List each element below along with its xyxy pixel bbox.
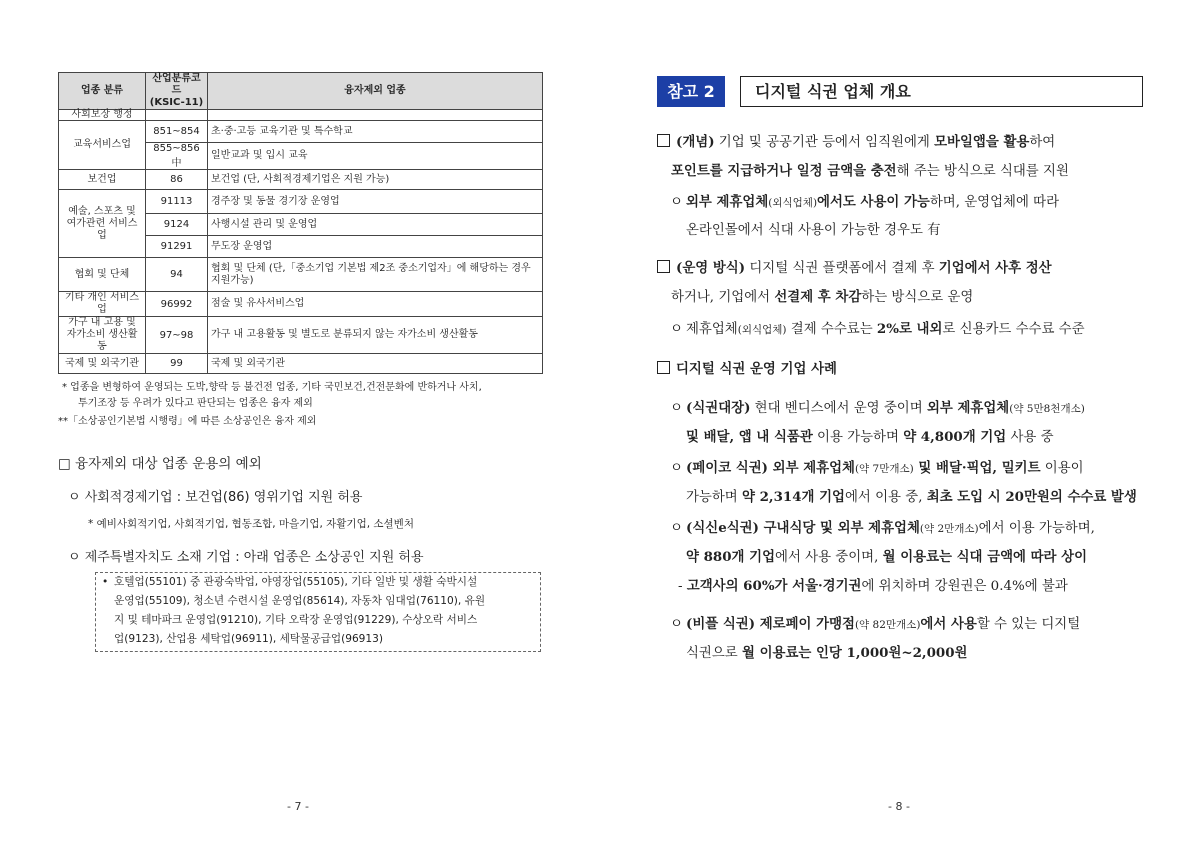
exception-item-social: ㅇ 사회적경제기업 : 보건업(86) 영위기업 지원 허용 — [68, 490, 363, 505]
note-line-2: 투기조장 등 우려가 있다고 판단되는 업종은 융자 제외 — [78, 398, 313, 409]
page-title: 디지털 식권 업체 개요 — [740, 76, 1143, 107]
excluded-industry-table — [58, 72, 543, 374]
header-category: 업종 분류 — [59, 73, 146, 110]
cell-code: 9124 — [146, 214, 208, 236]
cell-code — [146, 110, 208, 121]
operation-sub-paragraph: ㅇ 제휴업체(외식업체) 결제 수수료는 2%로 내외로 신용카드 수수료 수준 — [670, 315, 1147, 344]
box-line: 운영업(55109), 청소년 수련시설 운영업(85614), 자동차 임대업(76110), 유원 — [114, 595, 486, 607]
jeju-industry-box — [95, 572, 541, 652]
case-sikshin-sub: - 고객사의 60%가 서울·경기권에 위치하며 강원권은 0.4%에 불과 — [678, 578, 1068, 594]
cell-desc: 경주장 및 동물 경기장 운영업 — [208, 190, 543, 214]
case-bizplay: ㅇ (비플 식권) 제로페이 가맹점(약 82만개소)에서 사용할 수 있는 디지털 식권으로 월 이용료는 인당 1,000원~2,000원 — [670, 610, 1147, 668]
cases-section-title: 디지털 식권 운영 기업 사례 — [657, 355, 1147, 384]
table-header-row — [59, 73, 543, 110]
cell-desc: 초·중·고등 교육기관 및 특수학교 — [208, 121, 543, 143]
cell-category: 교육서비스업 — [59, 121, 146, 170]
cell-code: 851~854 — [146, 121, 208, 143]
cell-category: 보건업 — [59, 170, 146, 190]
circle-bullet-icon: ㅇ — [670, 401, 683, 416]
right-page — [600, 0, 1200, 848]
table-row — [59, 258, 543, 292]
page-number: - 7 - — [287, 800, 309, 813]
page-number: - 8 - — [888, 800, 910, 813]
cell-code: 855~856 中 — [146, 143, 208, 170]
exception-item-jeju: ㅇ 제주특별자치도 소재 기업 : 아래 업종은 소상공인 지원 허용 — [68, 550, 424, 565]
box-line: 호텔업(55101) 중 관광숙박업, 야영장업(55105), 기타 일반 및 생활 숙박시설 — [114, 576, 478, 588]
cell-category: 예술, 스포츠 및 여가관련 서비스업 — [59, 190, 146, 258]
header-desc: 융자제외 업종 — [208, 73, 543, 110]
case-payco: ㅇ (페이코 식권) 외부 제휴업체(약 7만개소) 및 배달·픽업, 밀키트 이용이 가능하며 약 2,314개 기업에서 이용 중, 최초 도입 시 20만원의 수수료 발생 — [670, 454, 1147, 512]
header-code: 산업분류코드 (KSIC-11) — [146, 73, 208, 110]
reference-tag: 참고 2 — [657, 76, 725, 107]
cell-desc: 사행시설 관리 및 운영업 — [208, 214, 543, 236]
checkbox-square-icon — [657, 134, 670, 147]
table-row — [59, 170, 543, 190]
cell-category: 협회 및 단체 — [59, 258, 146, 292]
table-row — [59, 110, 543, 121]
circle-bullet-icon: ㅇ — [670, 461, 683, 476]
cell-desc — [208, 110, 543, 121]
table-row — [59, 190, 543, 214]
box-line: 업(9123), 산업용 세탁업(96911), 세탁물공급업(96913) — [114, 633, 384, 645]
cell-desc: 일반교과 및 입시 교육 — [208, 143, 543, 170]
note-line-1: * 업종을 변형하여 운영되는 도박,향락 등 불건전 업종, 기타 국민보건,건전문화에 반하거나 사치, — [62, 382, 482, 393]
cell-code: 97~98 — [146, 317, 208, 354]
checkbox-square-icon — [657, 361, 670, 374]
cell-code: 96992 — [146, 292, 208, 317]
cell-desc: 점술 및 유사서비스업 — [208, 292, 543, 317]
operation-paragraph: (운영 방식) 디지털 식권 플랫폼에서 결제 후 기업에서 사후 정산 하거나, 기업에서 선결제 후 차감하는 방식으로 운영 — [657, 254, 1147, 312]
concept-paragraph: (개념) 기업 및 공공기관 등에서 임직원에게 모바일앱을 활용하여 포인트를 지급하거나 일정 금액을 충전해 주는 방식으로 식대를 지원 — [657, 128, 1147, 186]
box-line: 지 및 테마파크 운영업(91210), 기타 오락장 운영업(91229), 수상오락 서비스 — [114, 614, 478, 626]
circle-bullet-icon: ㅇ — [670, 322, 683, 337]
cell-desc: 보건업 (단, 사회적경제기업은 지원 가능) — [208, 170, 543, 190]
exception-item-social-note: * 예비사회적기업, 사회적기업, 협동조합, 마을기업, 자활기업, 소셜벤처 — [88, 518, 414, 530]
table-row — [59, 292, 543, 317]
table-row — [59, 121, 543, 143]
concept-sub-paragraph: ㅇ 외부 제휴업체(외식업체)에서도 사용이 가능하며, 운영업체에 따라 온라인몰에서 식대 사용이 가능한 경우도 有 — [670, 188, 1147, 245]
cell-code: 86 — [146, 170, 208, 190]
circle-bullet-icon: ㅇ — [670, 617, 683, 632]
cell-desc: 가구 내 고용활동 및 별도로 분류되지 않는 자가소비 생산활동 — [208, 317, 543, 354]
table-row — [59, 317, 543, 354]
cell-category: 국제 및 외국기관 — [59, 354, 146, 374]
cell-code: 99 — [146, 354, 208, 374]
cell-desc: 무도장 운영업 — [208, 236, 543, 258]
case-sikshin: ㅇ (식신e식권) 구내식당 및 외부 제휴업체(약 2만개소)에서 이용 가능하며, 약 880개 기업에서 사용 중이며, 월 이용료는 식대 금액에 따라 상이 — [670, 514, 1147, 572]
circle-bullet-icon: ㅇ — [670, 195, 683, 210]
cell-desc: 국제 및 외국기관 — [208, 354, 543, 374]
cell-category: 기타 개인 서비스업 — [59, 292, 146, 317]
note-line-3: **「소상공인기본법 시행령」에 따른 소상공인은 융자 제외 — [58, 416, 317, 427]
cell-code: 91113 — [146, 190, 208, 214]
case-sikgwon-daejang: ㅇ (식권대장) 현대 벤디스에서 운영 중이며 외부 제휴업체(약 5만8천개소) 및 배달, 앱 내 식품관 이용 가능하며 약 4,800개 기업 사용 중 — [670, 394, 1147, 452]
cell-category: 가구 내 고용 및 자가소비 생산활동 — [59, 317, 146, 354]
bullet-icon: • — [102, 576, 109, 588]
cell-category: 사회보장 행정 — [59, 110, 146, 121]
cell-code: 91291 — [146, 236, 208, 258]
cell-desc: 협회 및 단체 (단,「중소기업 기본법 제2조 중소기업자」에 해당하는 경우 지원가능) — [208, 258, 543, 292]
circle-bullet-icon: ㅇ — [670, 521, 683, 536]
cell-code: 94 — [146, 258, 208, 292]
table-row — [59, 354, 543, 374]
exception-section-title: □ 융자제외 대상 업종 운용의 예외 — [58, 456, 262, 472]
checkbox-square-icon — [657, 260, 670, 273]
